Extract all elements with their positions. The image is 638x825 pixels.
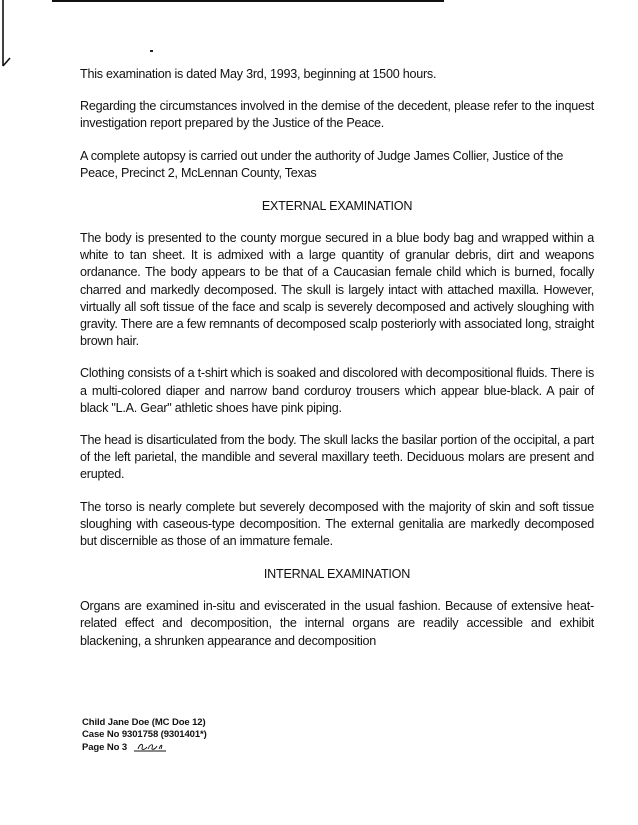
document-body xyxy=(80,66,594,650)
footer-case-name: Child Jane Doe (MC Doe 12) xyxy=(82,717,206,728)
scan-speck xyxy=(150,50,153,52)
top-rule xyxy=(52,0,444,2)
internal-paragraph-organs: Organs are examined in-situ and eviscerated in the usual fashion. Because of extensive heat-related effect and decomposition, the internal organs are readily accessible and exhibit blackening, a shrunken appearance and decomposition xyxy=(80,599,594,648)
circumstances-paragraph: Regarding the circumstances involved in the demise of the decedent, please refer to the inquest investigation report prepared by the Justice of the Peace. xyxy=(80,99,594,131)
external-paragraph-torso: The torso is nearly complete but severely decomposed with the majority of skin and soft tissue sloughing with caseous-type decomposition. The external genitalia are markedly decomposed but discernible as those of an immature female. xyxy=(80,499,594,549)
footer-page-line xyxy=(82,741,207,754)
handwritten-page-number-signature xyxy=(130,741,170,753)
external-paragraph-clothing: Clothing consists of a t-shirt which is soaked and discolored with decompositional fluids. There is a multi-colored diaper and narrow band corduroy trousers which appear blue-black. A pair of black "L.A. Gear" athletic shoes have pink piping. xyxy=(80,366,594,415)
footer-case-number: Case No 9301758 (9301401*) xyxy=(82,729,207,741)
margin-mark xyxy=(0,0,14,80)
document-footer xyxy=(82,717,207,755)
authority-paragraph: A complete autopsy is carried out under the authority of Judge James Collier, Justice of the Peace, Precinct 2, McLennan County, Texas xyxy=(80,148,564,180)
footer-page-label: Page No 3 xyxy=(82,742,128,754)
internal-examination-heading: INTERNAL EXAMINATION xyxy=(263,567,411,582)
external-examination-heading: EXTERNAL EXAMINATION xyxy=(261,199,413,214)
external-paragraph-head: The head is disarticulated from the body. The skull lacks the basilar portion of the occipital, a part of the left parietal, the mandible and several maxillary teeth. Deciduous molars are present and erupted. xyxy=(80,433,594,482)
external-paragraph-body: The body is presented to the county morgue secured in a blue body bag and wrapped within a white to tan sheet. It is admixed with a large quantity of granular debris, dirt and weapons ordanance. The body appears to be that of a Caucasian female child which is burned, focally charred and markedly decomposed. The skull is largely intact with attached maxilla. However, virtually all soft tissue of the face and scalp is severely decomposed and actively sloughing with gravity. There are a few remnants of decomposed scalp posteriorly with associated long, straight brown hair. xyxy=(80,231,594,349)
exam-date-paragraph: This examination is dated May 3rd, 1993, beginning at 1500 hours. xyxy=(80,67,437,81)
